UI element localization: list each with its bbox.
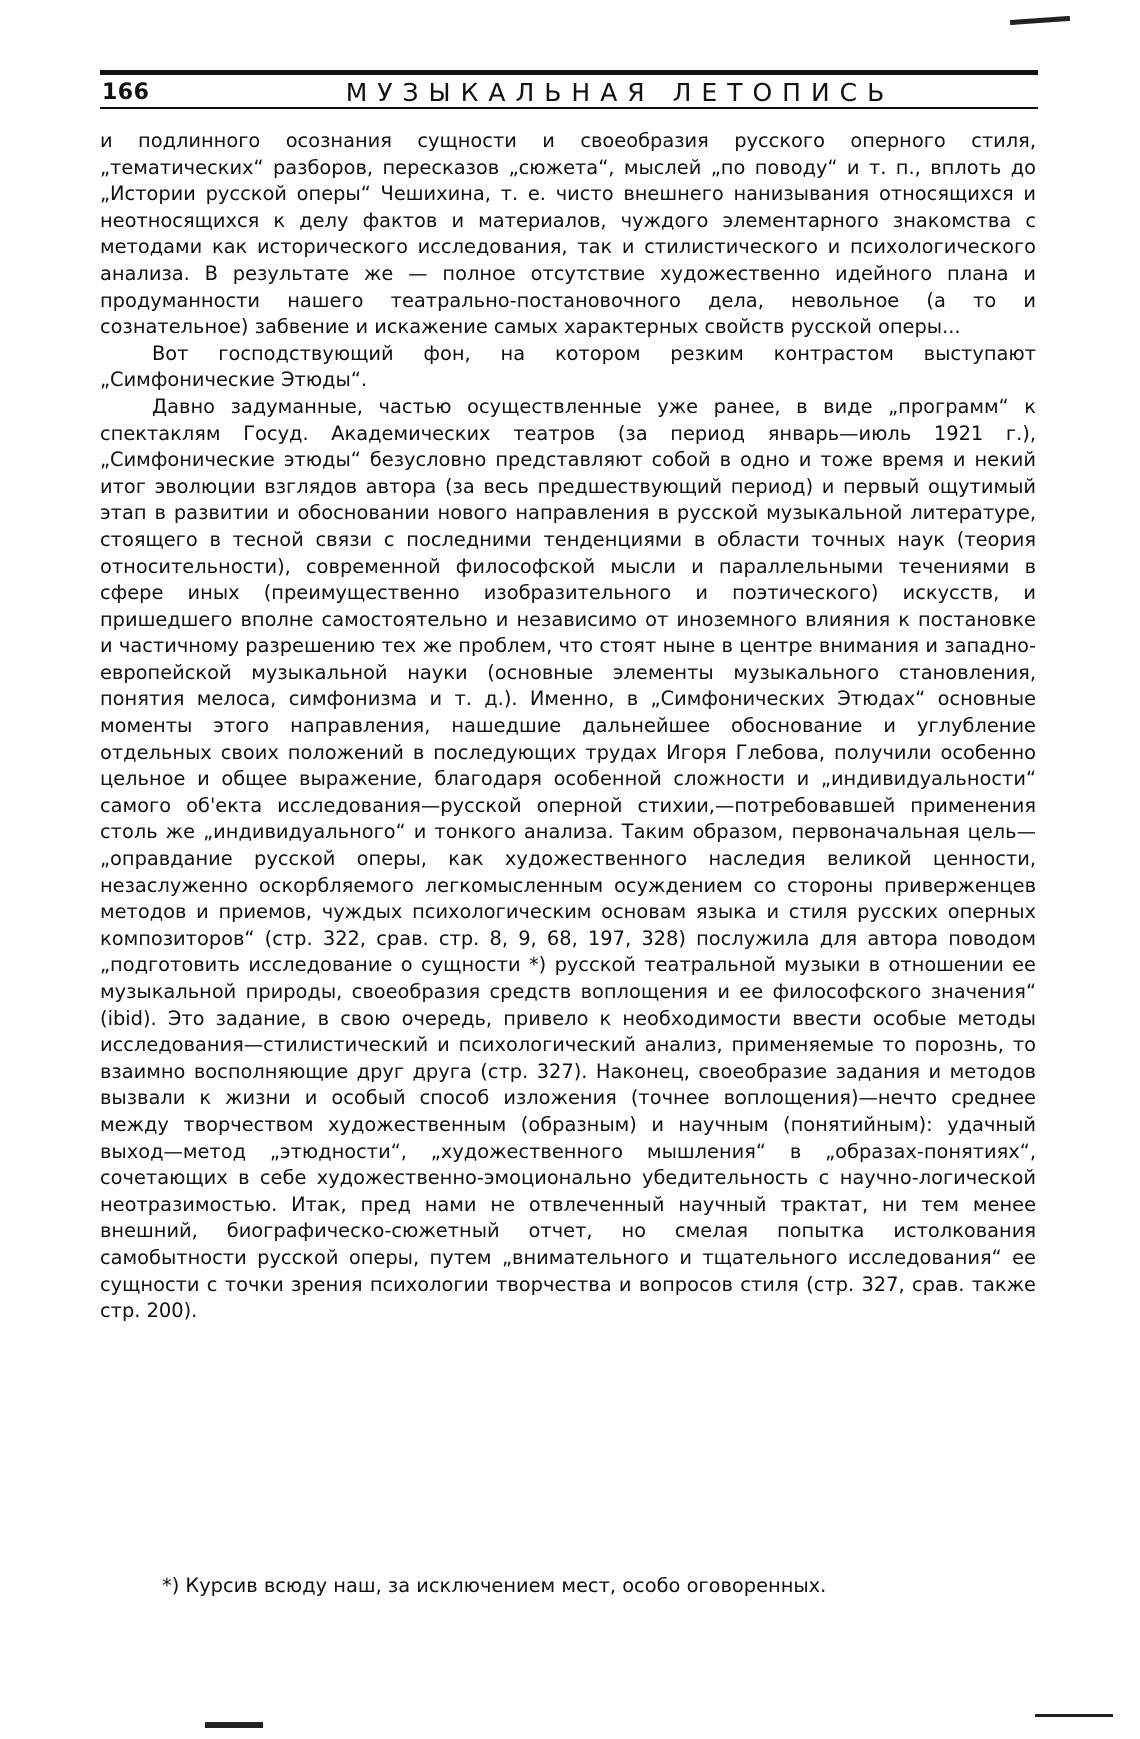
body-text: [100, 128, 1036, 1325]
header-rule-bottom: [100, 107, 1038, 109]
running-title: МУЗЫКАЛЬНАЯ ЛЕТОПИСЬ: [345, 78, 895, 107]
footnote: *) Курсив всюду наш, за исключением мест, особо оговоренных.: [162, 1574, 827, 1597]
page-header: [100, 70, 1038, 106]
header-rule-top: [100, 70, 1038, 75]
page-number: 166: [102, 80, 150, 105]
scan-speck-top-right: [1010, 16, 1070, 25]
paragraph-1: и подлинного осознания сущности и своеобразия русского оперного стиля, „тематических“ разборов, пересказов „сюжета“, мыслей „по поводу“ и т. п., вплоть до „Истории русской оперы“ Чешихина, т. е. чисто внешнего нанизывания относящихся и неотносящихся к делу фактов и материалов, чуждого элементарного знакомства с методами как исторического исследования, так и стилистического и психологического анализа. В результате же — полное отсутствие художественно идейного плана и продуманности нашего театрально-постановочного дела, невольное (а то и сознательное) забвение и искажение самых характерных свойств русской оперы...: [100, 129, 1036, 339]
paragraph-3: Давно задуманные, частью осуществленные уже ранее, в виде „программ“ к спектаклям Госуд. Академических театров (за период январь—июль 1921 г.), „Симфонические этюды“ безусловно представляют собой в одно и тоже время и некий итог эволюции взглядов автора (за весь предшествующий период) и первый ощутимый этап в развитии и обосновании нового направления в русской музыкальной литературе, стоящего в тесной связи с последними тенденциями в области точных наук (теория относительности), современной философской мысли и параллельными течениями в сфере иных (преимущественно изобразительного и поэтического) искусств, и пришедшего вполне самостоятельно и независимо от иноземного влияния к постановке и частичному разрешению тех же проблем, что стоят ныне в центре внимания и западно-европейской музыкальной науки (основные элементы музыкального становления, понятия мелоса, симфонизма и т. д.). Именно, в „Симфонических Этюдах“ основные моменты этого направления, нашедшие дальнейшее обоснование и углубление отдельных своих положений в последующих трудах Игоря Глебова, получили особенно цельное и общее выражение, благодаря особенной сложности и „индивидуальности“ самого об'екта исследования—русской оперной стихии,—потребовавшей применения столь же „индивидуального“ и тонкого анализа. Таким образом, первоначальная цель—„оправдание русской оперы, как художественного наследия великой ценности, незаслуженно оскорбляемого легкомысленным осуждением со стороны приверженцев методов и приемов, чуждых психологическим основам языка и стиля русских оперных композиторов“ (стр. 322, срав. стр. 8, 9, 68, 197, 328) послужила для автора поводом „подготовить исследование о сущности *) русской театральной музыки в отношении ее музыкальной природы, своеобразия средств воплощения и ее философского значения“ (ibid). Это задание, в свою очередь, привело к необходимости ввести особые методы исследования—стилистический и психологический анализ, применяемые то порознь, то взаимно восполняющие друг друга (стр. 327). Наконец, своеобразие задания и методов вызвали к жизни и особый способ изложения (точнее воплощения)—нечто среднее между творчеством художественным (образным) и научным (понятийным): удачный выход—метод „этюдности“, „художественного мышления“ в „образах-понятиях“, сочетающих в себе художественно-эмоционально убедительность с научно-логической неотразимостью. Итак, пред нами не отвлеченный научный трактат, ни тем менее внешний, биографическо-сюжетный отчет, но смелая попытка истолкования самобытности русской оперы, путем „внимательного и тщательного исследования“ ее сущности с точки зрения психологии творчества и вопросов стиля (стр. 327, срав. также стр. 200).: [100, 394, 1036, 1323]
scan-speck-bottom-left: [205, 1722, 263, 1728]
scan-speck-bottom-right: [1035, 1714, 1113, 1717]
paragraph-2: Вот господствующий фон, на котором резким контрастом выступают „Симфонические Этюды“.: [100, 341, 1036, 392]
